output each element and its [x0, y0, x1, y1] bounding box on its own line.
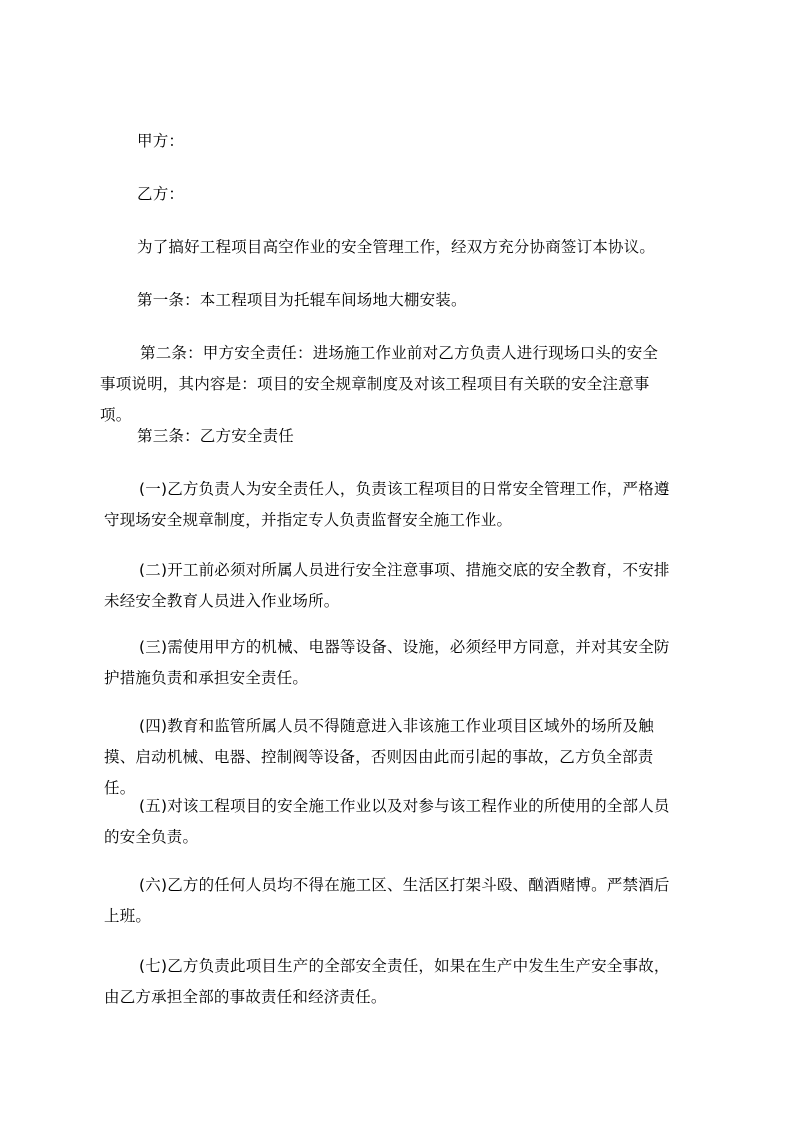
item-7: (七)乙方负责此项目生产的全部安全责任，如果在生产中发生生产安全事故，由乙方承担全部的事故责任和经济责任。 [104, 957, 670, 1006]
item-1: (一)乙方负责人为安全责任人，负责该工程项目的日常安全管理工作，严格遵守现场安全规章制度，并指定专人负责监督安全施工作业。 [104, 480, 670, 529]
intro-paragraph: 为了搞好工程项目高空作业的安全管理工作，经双方充分协商签订本协议。 [137, 238, 656, 256]
item-6: (六)乙方的任何人员均不得在施工区、生活区打架斗殴、酗酒赌博。严禁酒后上班。 [104, 876, 670, 925]
article-3: 第三条：乙方安全责任 [137, 427, 295, 445]
article-2: 第二条：甲方安全责任：进场施工作业前对乙方负责人进行现场口头的安全事项说明，其内容是：项目的安全规章制度及对该工程项目有关联的安全注意事项。 [100, 344, 659, 424]
party-a-line: 甲方： [137, 132, 185, 150]
item-4: (四)教育和监管所属人员不得随意进入非该施工作业项目区域外的场所及触摸、启动机械、电器、控制阀等设备，否则因由此而引起的事故，乙方负全部责任。 [104, 717, 654, 797]
item-2: (二)开工前必须对所属人员进行安全注意事项、措施交底的安全教育，不安排未经安全教育人员进入作业场所。 [104, 561, 670, 610]
party-b-line: 乙方： [137, 185, 185, 203]
item-3: (三)需使用甲方的机械、电器等设备、设施，必须经甲方同意，并对其安全防护措施负责和承担安全责任。 [104, 638, 670, 687]
article-1: 第一条：本工程项目为托辊车间场地大棚安装。 [137, 291, 467, 309]
item-5: (五)对该工程项目的安全施工作业以及对参与该工程作业的所使用的全部人员的安全负责。 [104, 797, 670, 846]
